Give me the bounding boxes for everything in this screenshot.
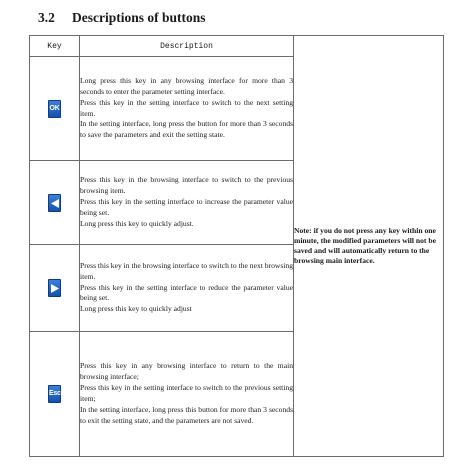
description-line: In the setting interface, long press this button for more than 3 seconds to exit the setting state, and the parameters are not saved.: [80, 404, 293, 425]
left-triangle-icon: [50, 198, 60, 209]
key-cell: [30, 245, 80, 332]
section-number: 3.2: [38, 10, 55, 25]
note-cell: Note: if you do not press any key within one minute, the modified parameters will not be saved and will automatically return to the browsing main interface.: [294, 36, 444, 457]
description-line: Press this key in the setting interface to increase the parameter value being set.: [80, 197, 293, 217]
header-description: Description: [80, 36, 294, 57]
left-arrow-key-icon: [48, 194, 61, 212]
key-cell: [30, 161, 80, 245]
description-line: Press this key in the setting interface to switch to the previous setting item;: [80, 383, 293, 403]
description-line: Press this key in the browsing interface to switch to the next browsing item.: [80, 260, 294, 281]
description-line: Press this key in the setting interface to reduce the parameter value being set.: [80, 282, 293, 303]
ok-key-label: OK: [49, 104, 60, 112]
description-line: In the setting interface, long press the button for more than 3 seconds to save the parameters and exit the setting state.: [80, 119, 293, 140]
description-line: Long press this key to quickly adjust.: [80, 218, 194, 228]
description-cell: [80, 161, 294, 245]
description-line: Press this key in the browsing interface to switch to the previous browsing item.: [80, 175, 293, 196]
description-line: Press this key in the setting interface to switch to the next setting item.: [80, 97, 293, 118]
button-description-table: [29, 35, 444, 457]
key-cell: [30, 332, 80, 457]
description-line: Long press this key to quickly adjust: [80, 304, 192, 314]
right-triangle-icon: [50, 283, 60, 294]
description-cell: [80, 245, 294, 332]
ok-key-icon: [48, 100, 61, 118]
section-heading: [38, 10, 206, 26]
description-line: Press this key in any browsing interface to return to the main browsing interface;: [80, 361, 293, 382]
esc-key-label: Esc: [49, 390, 61, 398]
description-cell: [80, 57, 294, 161]
description-line: Long press this key in any browsing interface for more than 3 seconds to enter the parameter setting interface.: [80, 75, 293, 96]
right-arrow-key-icon: [48, 279, 61, 297]
description-cell: [80, 332, 294, 457]
esc-key-icon: [48, 385, 61, 403]
table-header-row: [30, 36, 444, 57]
key-cell: [30, 57, 80, 161]
section-title: Descriptions of buttons: [72, 10, 206, 25]
header-key: Key: [30, 36, 80, 57]
